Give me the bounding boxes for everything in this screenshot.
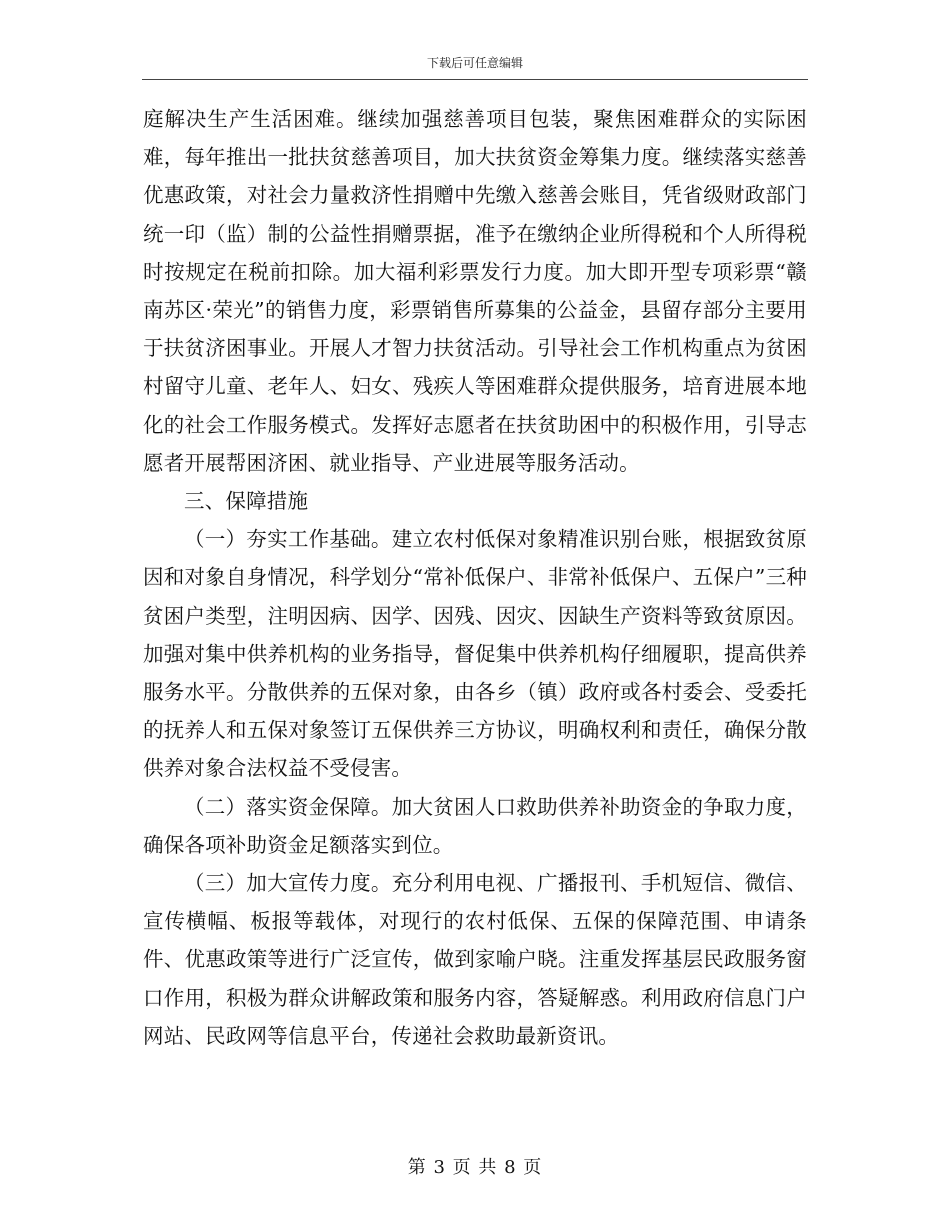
page-header: 下载后可任意编辑 [426,56,523,70]
paragraph-funding-guarantee: （二）落实资金保障。加大贫困人口救助供养补助资金的争取力度，确保各项补助资金足额落实到位。 [143,794,807,857]
section-heading-safeguards: 三、保障措施 [184,489,309,514]
document-body [143,100,807,1055]
paragraph-work-foundation: （一）夯实工作基础。建立农村低保对象精准识别台账，根据致贫原因和对象自身情况，科学划分“常补低保户、非常补低保户、五保户”三种贫困户类型，注明因病、因学、因残、因灾、因缺生产资料等致贫原因。加强对集中供养机构的业务指导，督促集中供养机构仔细履职，提高供养服务水平。分散供养的五保对象，由各乡（镇）政府或各村委会、受委托的抚养人和五保对象签订五保供养三方协议，明确权利和责任，确保分散供养对象合法权益不受侵害。 [143,527,807,781]
header-divider [142,79,808,80]
paragraph-publicity: （三）加大宣传力度。充分利用电视、广播报刊、手机短信、微信、宣传横幅、板报等载体，对现行的农村低保、五保的保障范围、申请条件、优惠政策等进行广泛宣传，做到家喻户晓。注重发挥基层民政服务窗口作用，积极为群众讲解政策和服务内容，答疑解惑。利用政府信息门户网站、民政网等信息平台，传递社会救助最新资讯。 [143,871,807,1048]
paragraph-charity-welfare: 庭解决生产生活困难。继续加强慈善项目包装，聚焦困难群众的实际困难，每年推出一批扶贫慈善项目，加大扶贫资金筹集力度。继续落实慈善优惠政策，对社会力量救济性捐赠中先缴入慈善会账目，凭省级财政部门统一印（监）制的公益性捐赠票据，准予在缴纳企业所得税和个人所得税时按规定在税前扣除。加大福利彩票发行力度。加大即开型专项彩票“赣南苏区·荣光”的销售力度，彩票销售所募集的公益金，县留存部分主要用于扶贫济困事业。开展人才智力扶贫活动。引导社会工作机构重点为贫困村留守儿童、老年人、妇女、残疾人等困难群众提供服务，培育进展本地化的社会工作服务模式。发挥好志愿者在扶贫助困中的积极作用，引导志愿者开展帮困济困、就业指导、产业进展等服务活动。 [143,107,807,475]
page-number-footer: 第 3 页 共 8 页 [407,1157,543,1178]
